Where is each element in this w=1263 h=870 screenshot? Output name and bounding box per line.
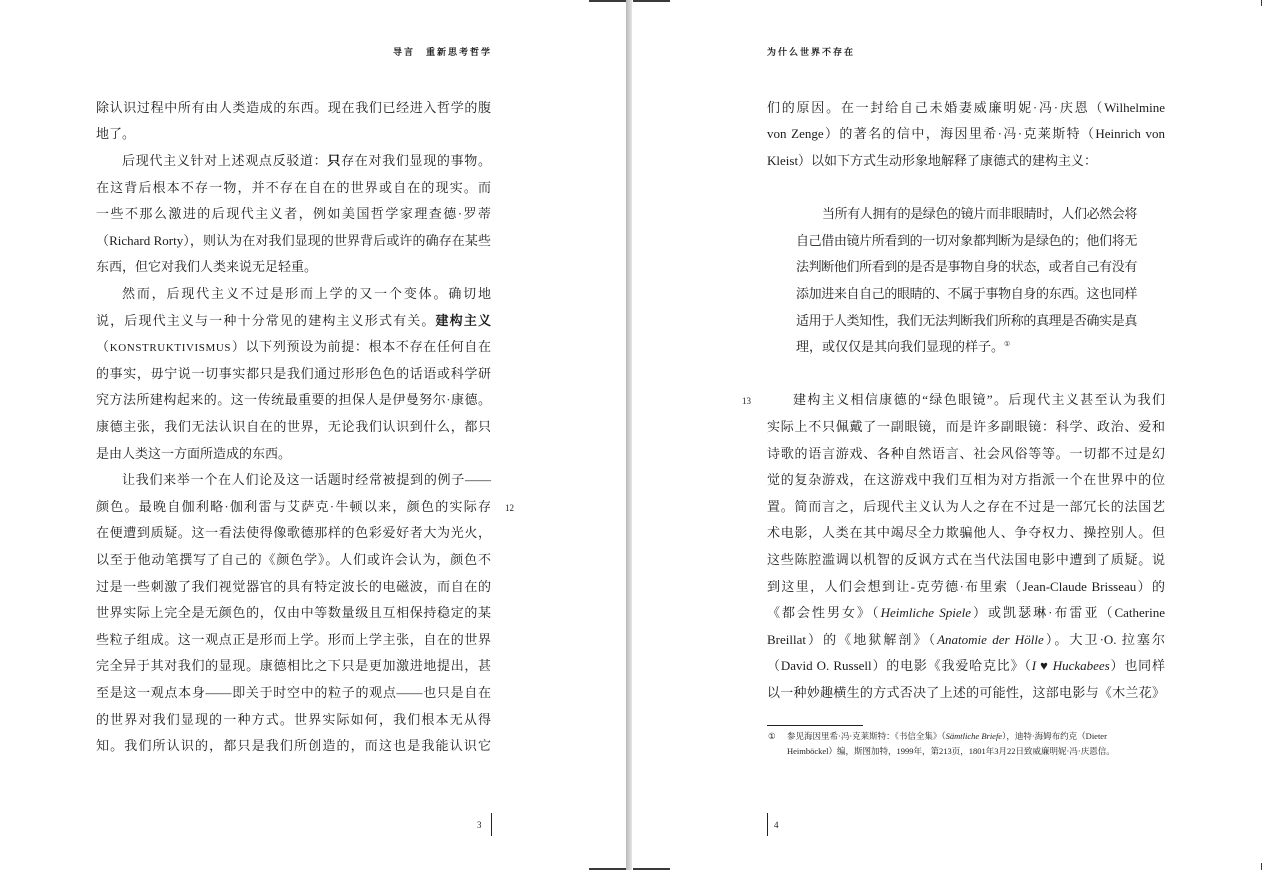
text-line: 然而，后现代主义不过是形而上学的又一个变体。确切地 — [122, 285, 491, 301]
block-quote — [796, 201, 1137, 361]
text-line — [96, 308, 491, 335]
text-run: （David O. Russell）的电影《我爱哈克比》（ — [767, 658, 1032, 674]
text-line: Kleist）以如下方式生动形象地解释了康德式的建构主义： — [767, 152, 1098, 168]
paragraph — [96, 148, 491, 281]
text-line: Heimböckel）编，斯图加特，1999年，第213页，1801年3月22日致威廉明妮·冯·庆恩信。 — [787, 745, 1115, 756]
text-line: 在这背后根本不存一物，并不存在自在的世界或自在的现实。而 — [96, 179, 491, 195]
text-line: 一些不那么激进的后现代主义者，例如美国哲学家理查德·罗蒂 — [96, 206, 491, 222]
text-line: 置。简而言之，后现代主义认为人之存在不过是一部冗长的法国艺 — [767, 498, 1165, 514]
footnote-text — [787, 729, 1115, 759]
text-line: 适用于人类知性，我们无法判断我们所称的真理是否确实是真 — [796, 312, 1137, 328]
right-page — [632, 0, 1263, 870]
text-line: 东西，但它对我们人类来说无足轻重。 — [96, 259, 318, 275]
text-line — [767, 627, 1165, 654]
text-line: 的世界对我们显现的一种方式。世界实际如何，我们根本无从得 — [96, 711, 491, 727]
text-run: 理，或仅仅是其向我们显现的样子。 — [796, 339, 1005, 355]
italic-title: Sämtliche Briefe — [945, 730, 1003, 741]
text-line: 实际上不只佩戴了一副眼镜，而是许多副眼镜：科学、政治、爱和 — [767, 419, 1165, 434]
text-line: 当所有人拥有的是绿色的镜片而非眼睛时，人们必然会将 — [822, 206, 1137, 222]
text-run: ），迪特·海姆布约克（Dieter — [1002, 730, 1107, 741]
paragraph — [767, 95, 1165, 175]
text-line: 是由人类这一方面所造成的东西。 — [96, 445, 292, 461]
text-line: 过是一些刺激了我们视觉器官的具有特定波长的电磁波，而自在的 — [96, 578, 491, 594]
text-line — [787, 729, 1115, 744]
text-run: Breillat）的《地狱解剖》（ — [767, 631, 938, 647]
italic-title: Heimliche Spiele — [880, 605, 972, 621]
text-line: 地了。 — [96, 126, 136, 142]
text-run: 说，后现代主义与一种十分常见的建构主义形式有关。 — [96, 312, 436, 328]
text-line: 法判断他们所看到的是否是事物自身的状态，或者自己有没有 — [796, 259, 1137, 275]
italic-title: Anatomie der Hölle — [937, 631, 1044, 647]
text-run: 参见海因里希·冯·克莱斯特：《书信全集》（ — [787, 730, 946, 741]
footnote-reference: ① — [1004, 340, 1011, 349]
text-line: 诗歌的语言游戏、各种自然语言、社会风俗等等。一切都不过是幻 — [767, 445, 1165, 461]
text-run: ）或凯瑟琳·布雷亚（Catherine — [971, 605, 1165, 621]
text-line: 以至于他动笔撰写了自己的《颜色学》。人们或许会认为，颜色不 — [96, 552, 491, 568]
small-caps-term: KONSTRUKTIVISMUS — [109, 342, 232, 355]
text-line: 们的原因。在一封给自己未婚妻威廉明妮·冯·庆恩（Wilhelmine — [767, 99, 1165, 115]
text-line: 觉的复杂游戏，在这游戏中我们互相为对方指派一个在世界中的位 — [767, 472, 1165, 488]
text-run: ）也同样 — [1109, 658, 1165, 674]
text-line: 建构主义相信康德的“绿色眼镜”。后现代主义甚至认为我们 — [793, 392, 1165, 408]
text-run: 《都会性男女》（ — [767, 605, 881, 621]
body-text — [96, 95, 491, 760]
running-head: 为什么世界不存在 — [767, 48, 856, 58]
bold-text: 建构主义 — [435, 312, 491, 328]
text-line: 颜色。最晚自伽利略·伽利雷与艾萨克·牛顿以来，颜色的实际存 — [96, 498, 491, 514]
text-line: 些粒子组成。这一观点正是形而上学。形而上学主张，自在的世界 — [96, 631, 491, 647]
text-run: ）。大卫·O. 拉塞尔 — [1043, 631, 1165, 647]
folio-rule — [767, 813, 768, 836]
text-line: von Zenge）的著名的信中，海因里希·冯·克莱斯特（Heinrich von — [767, 126, 1165, 142]
text-run: ）以下列预设为前提：根本不存在任何自在 — [231, 339, 491, 355]
text-line: 在便遭到质疑。这一看法使得像歌德那样的色彩爱好者大为光火， — [96, 525, 491, 541]
text-line: 康德主张，我们无法认识自在的世界，无论我们认识到什么，都只 — [96, 419, 491, 434]
paragraph — [767, 387, 1165, 706]
text-line — [96, 148, 491, 175]
text-line — [96, 334, 491, 361]
left-page — [0, 0, 626, 870]
text-line — [767, 653, 1165, 680]
original-page-marker: 13 — [742, 396, 751, 406]
text-line: 除认识过程中所有由人类造成的东西。现在我们已经进入哲学的腹 — [96, 99, 491, 115]
footnote-marker: ① — [768, 730, 776, 741]
body-text — [767, 95, 1165, 707]
folio-rule — [491, 813, 492, 836]
text-line: 这些陈腔滥调以机智的反讽方式在当代法国电影中遭到了质疑。说 — [767, 552, 1165, 568]
text-run: 后现代主义针对上述观点反驳道： — [122, 152, 328, 168]
paragraph — [96, 95, 491, 148]
italic-title: I ♥ Huckabees — [1031, 658, 1110, 674]
text-line: 术电影，人类在其中竭尽全力欺骗他人、争夺权力、操控别人。但 — [767, 525, 1165, 541]
text-line — [796, 334, 1137, 361]
text-line: （Richard Rorty），则认为在对我们显现的世界背后或许的确存在某些 — [96, 232, 491, 248]
text-line: 以一种妙趣横生的方式否决了上述的可能性，这部电影与《木兰花》 — [767, 685, 1165, 701]
footnote-rule — [767, 725, 863, 726]
page-number: 4 — [774, 820, 779, 830]
text-line: 世界实际上完全是无颜色的，仅由中等数量级且互相保持稳定的某 — [96, 605, 491, 621]
text-line: 到这里，人们会想到让-克劳德·布里索（Jean-Claude Brisseau）的 — [767, 578, 1165, 594]
text-run: 存在对我们显现的事物。 — [341, 152, 491, 168]
page-edge-mark — [589, 0, 626, 2]
page-edge-mark — [633, 0, 670, 2]
page-edge-mark — [1261, 0, 1262, 6]
text-line: 至是这一观点本身——即关于时空中的粒子的观点——也只是自在 — [96, 685, 491, 701]
text-line: 自己借由镜片所看到的一切对象都判断为是绿色的；他们将无 — [796, 232, 1137, 248]
text-line: 究方法所建构起来的。这一传统最重要的担保人是伊曼努尔·康德。 — [96, 392, 491, 408]
page-edge-mark — [1261, 863, 1262, 870]
text-line: 知。我们所认识的，都只是我们所创造的，而这也是我能认识它 — [96, 738, 491, 754]
paragraph — [96, 467, 491, 760]
paragraph — [96, 281, 491, 467]
text-line — [767, 600, 1165, 627]
text-run: （ — [96, 339, 110, 355]
original-page-marker: 12 — [505, 503, 514, 513]
text-line: 让我们来举一个在人们论及这一话题时经常被提到的例子—— — [122, 472, 491, 488]
page-number: 3 — [477, 820, 482, 830]
footnote — [767, 729, 1187, 761]
text-line: 添加进来自自己的眼睛的、不属于事物自身的东西。这也同样 — [796, 285, 1137, 301]
running-head: 导言 重新思考哲学 — [392, 48, 492, 58]
text-line: 完全异于其对我们的显现。康德相比之下只是更加激进地提出，甚 — [96, 658, 491, 674]
bold-text: 只 — [327, 152, 342, 168]
text-line: 的事实，毋宁说一切事实都只是我们通过形形色色的话语或科学研 — [96, 365, 491, 381]
